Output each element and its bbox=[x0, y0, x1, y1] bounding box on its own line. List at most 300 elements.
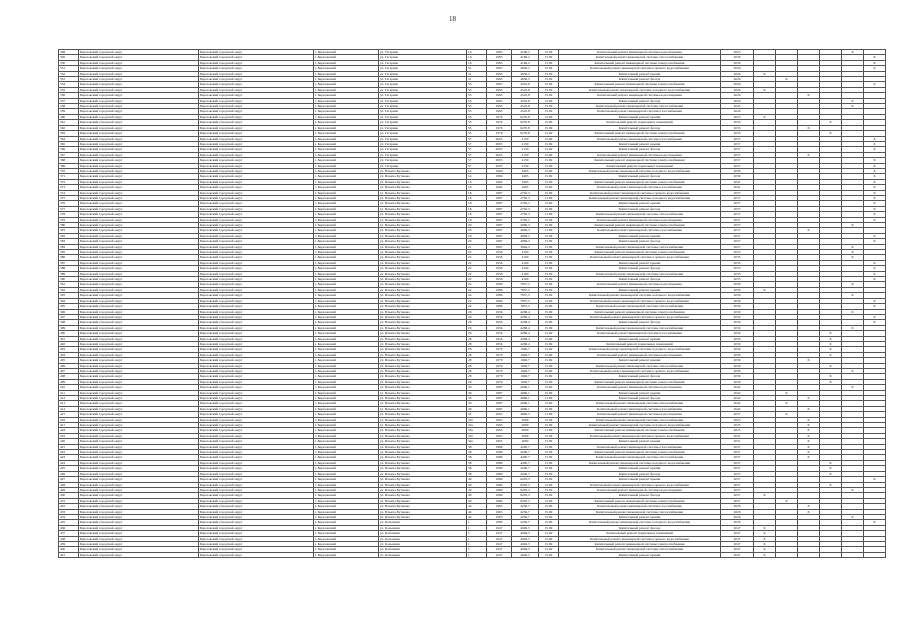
cell-street: ул. Ильича-Бутакова bbox=[379, 168, 467, 173]
cell-year-plan: 2025 bbox=[721, 423, 754, 428]
cell-settlement: г. Березовский bbox=[314, 152, 379, 157]
cell-year: 1986 bbox=[487, 298, 512, 303]
cell-num: 423 bbox=[59, 455, 79, 460]
cell-year: 1976 bbox=[487, 125, 512, 130]
cell-area: 4100 bbox=[512, 271, 539, 276]
cell-house: 40 bbox=[467, 487, 487, 492]
cell-work: Капитальный ремонт крыши bbox=[559, 552, 721, 557]
cell-house: 53 bbox=[467, 104, 487, 109]
cell-date: 15.09 bbox=[539, 152, 559, 157]
cell-work: Капитальный ремонт крыши bbox=[559, 201, 721, 206]
cell-house: 55 bbox=[467, 125, 487, 130]
cell-num: 389 bbox=[59, 271, 79, 276]
cell-municipality: Березовский городской округ bbox=[79, 239, 199, 244]
cell-work: Капитальный ремонт инженерной системы электроснабжения bbox=[559, 428, 721, 433]
cell-house: 26 bbox=[467, 331, 487, 336]
cell-mark-1: X bbox=[754, 87, 776, 92]
cell-municipality: Березовский городской округ bbox=[79, 168, 199, 173]
cell-area: 6203,3 bbox=[512, 482, 539, 487]
cell-municipality: Березовский городской округ bbox=[79, 504, 199, 509]
cell-area: 2762,3 bbox=[512, 195, 539, 200]
cell-year: 1989 bbox=[487, 466, 512, 471]
cell-settlement: г. Березовский bbox=[314, 131, 379, 136]
cell-house: 1 bbox=[467, 536, 487, 541]
cell-house: 1 bbox=[467, 547, 487, 552]
cell-settlement: г. Березовский bbox=[314, 406, 379, 411]
cell-date: 15.09 bbox=[539, 525, 559, 530]
cell-area: 4200,7 bbox=[512, 450, 539, 455]
cell-municipality: Березовский городской округ bbox=[79, 433, 199, 438]
cell-work: Капитальный ремонт инженерной системы теплоснабжения bbox=[559, 401, 721, 406]
cell-street: ул. Кольцевая bbox=[379, 536, 467, 541]
cell-house: 32a bbox=[467, 417, 487, 422]
cell-work: Капитальный ремонт инженерной системы теплоснабжения bbox=[559, 104, 721, 109]
cell-street: ул. Ильича-Бутакова bbox=[379, 352, 467, 357]
cell-street: ул. Ильича-Бутакова bbox=[379, 406, 467, 411]
cell-year-plan: 2030 bbox=[721, 336, 754, 341]
cell-work: Капитальный ремонт инженерной системы газоснабжения bbox=[559, 228, 721, 233]
cell-year: 1965 bbox=[487, 504, 512, 509]
cell-num: 368 bbox=[59, 158, 79, 163]
cell-work: Капитальный ремонт инженерной системы газоснабжения bbox=[559, 504, 721, 509]
cell-num: 384 bbox=[59, 244, 79, 249]
cell-year-plan: 2039 bbox=[721, 298, 754, 303]
cell-work: Капитальный ремонт инженерной системы водоотведения bbox=[559, 152, 721, 157]
cell-settlement: г. Березовский bbox=[314, 504, 379, 509]
cell-mark-6: X bbox=[864, 201, 886, 206]
cell-house: 16 bbox=[467, 185, 487, 190]
cell-municipality: Березовский городской округ bbox=[79, 309, 199, 314]
cell-date: 15.09 bbox=[539, 385, 559, 390]
cell-municipality: Березовский городской округ bbox=[79, 93, 199, 98]
cell-year-plan: 2047 bbox=[721, 531, 754, 536]
cell-year-plan: 2039 bbox=[721, 363, 754, 368]
cell-street: ул. Ильича-Бутакова bbox=[379, 358, 467, 363]
cell-date: 15.09 bbox=[539, 304, 559, 309]
cell-settlement: г. Березовский bbox=[314, 466, 379, 471]
cell-date: 15.09 bbox=[539, 493, 559, 498]
cell-house: 24 bbox=[467, 304, 487, 309]
cell-work: Капитальный ремонт фасада bbox=[559, 98, 721, 103]
cell-district: Березовский городской округ bbox=[199, 282, 314, 287]
cell-year-plan: 2039 bbox=[721, 174, 754, 179]
cell-mark-5: X bbox=[842, 255, 864, 260]
cell-settlement: г. Березовский bbox=[314, 423, 379, 428]
cell-year-plan: 2047 bbox=[721, 536, 754, 541]
cell-settlement: г. Березовский bbox=[314, 109, 379, 114]
cell-work: Капитальный ремонт инженерной системы горячего водоснабжения bbox=[559, 482, 721, 487]
cell-street: ул. Ильича-Бутакова bbox=[379, 336, 467, 341]
cell-year: 1987 bbox=[487, 195, 512, 200]
cell-area: 4636,5 bbox=[512, 77, 539, 82]
cell-district: Березовский городской округ bbox=[199, 477, 314, 482]
cell-area: 4100 bbox=[512, 255, 539, 260]
cell-year: 2003 bbox=[487, 412, 512, 417]
cell-mark-4: X bbox=[820, 336, 842, 341]
cell-mark-6: X bbox=[864, 477, 886, 482]
cell-year-plan: 2039 bbox=[721, 287, 754, 292]
cell-settlement: г. Березовский bbox=[314, 493, 379, 498]
cell-settlement: г. Березовский bbox=[314, 141, 379, 146]
cell-mark-6 bbox=[864, 552, 886, 557]
cell-mark-6: X bbox=[864, 277, 886, 282]
cell-street: ул. Ильича-Бутакова bbox=[379, 385, 467, 390]
cell-num: 432 bbox=[59, 504, 79, 509]
cell-num: 396 bbox=[59, 309, 79, 314]
cell-work: Капитальный ремонт крыши bbox=[559, 71, 721, 76]
cell-house: 38 bbox=[467, 466, 487, 471]
cell-num: 385 bbox=[59, 250, 79, 255]
cell-year: 2005 bbox=[487, 152, 512, 157]
cell-mark-4 bbox=[820, 552, 842, 557]
cell-work: Капитальный ремонт крыши bbox=[559, 477, 721, 482]
cell-year-plan: 2037 bbox=[721, 206, 754, 211]
cell-mark-3: X bbox=[798, 406, 820, 411]
cell-year: 1965 bbox=[487, 98, 512, 103]
cell-area: 2069 bbox=[512, 417, 539, 422]
cell-date: 15.09 bbox=[539, 358, 559, 363]
cell-area: 7857,5 bbox=[512, 298, 539, 303]
cell-district: Березовский городской округ bbox=[199, 239, 314, 244]
cell-house: 55 bbox=[467, 120, 487, 125]
cell-mark-5: X bbox=[842, 293, 864, 298]
cell-street: ул. Кольцевая bbox=[379, 520, 467, 525]
cell-mark-6: X bbox=[864, 60, 886, 65]
cell-work: Капитальный ремонт фасада bbox=[559, 277, 721, 282]
cell-street: ул. Ильича-Бутакова bbox=[379, 374, 467, 379]
cell-street: ул. Гагарина bbox=[379, 158, 467, 163]
cell-house: 30 bbox=[467, 396, 487, 401]
cell-year: 1989 bbox=[487, 498, 512, 503]
cell-municipality: Березовский городской округ bbox=[79, 320, 199, 325]
cell-year-plan: 2026 bbox=[721, 109, 754, 114]
cell-street: ул. Ильича-Бутакова bbox=[379, 314, 467, 319]
cell-year: 1947 bbox=[487, 531, 512, 536]
cell-mark-4: X bbox=[820, 471, 842, 476]
cell-municipality: Березовский городской округ bbox=[79, 131, 199, 136]
cell-num: 403 bbox=[59, 347, 79, 352]
cell-house: 16 bbox=[467, 179, 487, 184]
cell-mark-5: X bbox=[842, 50, 864, 55]
cell-house: 1 bbox=[467, 525, 487, 530]
cell-district: Березовский городской округ bbox=[199, 412, 314, 417]
cell-mark-5: X bbox=[842, 309, 864, 314]
cell-num: 380 bbox=[59, 223, 79, 228]
cell-municipality: Березовский городской округ bbox=[79, 223, 199, 228]
cell-street: ул. Ильича-Бутакова bbox=[379, 396, 467, 401]
cell-municipality: Березовский городской округ bbox=[79, 147, 199, 152]
cell-work: Капитальный ремонт фасада bbox=[559, 493, 721, 498]
cell-year: 1987 bbox=[487, 239, 512, 244]
cell-district: Березовский городской округ bbox=[199, 379, 314, 384]
cell-area: 6270,8 bbox=[512, 120, 539, 125]
cell-settlement: г. Березовский bbox=[314, 147, 379, 152]
cell-work: Капитальный ремонт инженерной системы водоотведения bbox=[559, 282, 721, 287]
cell-house: 32 bbox=[467, 412, 487, 417]
cell-district: Березовский городской округ bbox=[199, 406, 314, 411]
cell-municipality: Березовский городской округ bbox=[79, 266, 199, 271]
cell-area: 4066,1 bbox=[512, 406, 539, 411]
cell-street: ул. Ильича-Бутакова bbox=[379, 390, 467, 395]
cell-mark-1: X bbox=[754, 552, 776, 557]
cell-street: ул. Ильича-Бутакова bbox=[379, 244, 467, 249]
cell-area: 2069 bbox=[512, 439, 539, 444]
cell-date: 15.09 bbox=[539, 412, 559, 417]
cell-num: 352 bbox=[59, 71, 79, 76]
cell-street: ул. Ильича-Бутакова bbox=[379, 206, 467, 211]
cell-municipality: Березовский городской округ bbox=[79, 347, 199, 352]
cell-date: 15.09 bbox=[539, 239, 559, 244]
cell-year-plan: 2026 bbox=[721, 93, 754, 98]
cell-work: Капитальный ремонт крыши bbox=[559, 390, 721, 395]
cell-street: ул. Кольцевая bbox=[379, 531, 467, 536]
cell-district: Березовский городской округ bbox=[199, 87, 314, 92]
cell-district: Березовский городской округ bbox=[199, 271, 314, 276]
cell-settlement: г. Березовский bbox=[314, 552, 379, 557]
cell-municipality: Березовский городской округ bbox=[79, 482, 199, 487]
cell-mark-4: X bbox=[820, 131, 842, 136]
cell-mark-3: X bbox=[798, 358, 820, 363]
cell-work: Капитальный ремонт инженерной системы водоотведения bbox=[559, 50, 721, 55]
cell-area: 6203,3 bbox=[512, 498, 539, 503]
cell-year: 1976 bbox=[487, 120, 512, 125]
cell-area: 7857,5 bbox=[512, 287, 539, 292]
cell-date: 15.09 bbox=[539, 217, 559, 222]
cell-work: Капитальный ремонт инженерной системы теплоснабжения bbox=[559, 455, 721, 460]
cell-date: 15.09 bbox=[539, 250, 559, 255]
cell-district: Березовский городской округ bbox=[199, 287, 314, 292]
cell-house: 32a bbox=[467, 423, 487, 428]
cell-district: Березовский городской округ bbox=[199, 525, 314, 530]
cell-mark-6: X bbox=[864, 174, 886, 179]
registry-table bbox=[58, 49, 886, 558]
cell-mark-6: X bbox=[864, 163, 886, 168]
cell-district: Березовский городской округ bbox=[199, 244, 314, 249]
cell-work: Капитальный ремонт инженерной системы холодного водоснабжения bbox=[559, 168, 721, 173]
cell-mark-3: X bbox=[798, 417, 820, 422]
cell-area: 4066,1 bbox=[512, 401, 539, 406]
cell-district: Березовский городской округ bbox=[199, 509, 314, 514]
cell-work: Капитальный ремонт подвальных помещений bbox=[559, 163, 721, 168]
cell-mark-4: X bbox=[820, 331, 842, 336]
cell-work: Капитальный ремонт инженерной системы холодного водоснабжения bbox=[559, 87, 721, 92]
cell-house: 20 bbox=[467, 223, 487, 228]
cell-num: 434 bbox=[59, 514, 79, 519]
cell-settlement: г. Березовский bbox=[314, 60, 379, 65]
cell-settlement: г. Березовский bbox=[314, 50, 379, 55]
cell-date: 15.09 bbox=[539, 131, 559, 136]
cell-date: 15.09 bbox=[539, 336, 559, 341]
cell-settlement: г. Березовский bbox=[314, 401, 379, 406]
cell-settlement: г. Березовский bbox=[314, 309, 379, 314]
cell-year-plan: 2041 bbox=[721, 185, 754, 190]
cell-municipality: Березовский городской округ bbox=[79, 536, 199, 541]
cell-district: Березовский городской округ bbox=[199, 498, 314, 503]
cell-municipality: Березовский городской округ bbox=[79, 363, 199, 368]
cell-num: 351 bbox=[59, 66, 79, 71]
cell-municipality: Березовский городской округ bbox=[79, 406, 199, 411]
cell-settlement: г. Березовский bbox=[314, 368, 379, 373]
cell-year: 1956 bbox=[487, 266, 512, 271]
cell-area: 2465 bbox=[512, 174, 539, 179]
cell-municipality: Березовский городской округ bbox=[79, 260, 199, 265]
cell-area: 7857,5 bbox=[512, 282, 539, 287]
cell-date: 15.09 bbox=[539, 271, 559, 276]
cell-street: ул. Ильича-Бутакова bbox=[379, 514, 467, 519]
cell-num: 401 bbox=[59, 336, 79, 341]
cell-mark-6: X bbox=[864, 320, 886, 325]
cell-area: 4046,5 bbox=[512, 525, 539, 530]
cell-year-plan: 2035 bbox=[721, 255, 754, 260]
cell-work: Капитальный ремонт инженерной системы электроснабжения bbox=[559, 250, 721, 255]
cell-mark-3: X bbox=[798, 504, 820, 509]
cell-municipality: Березовский городской округ bbox=[79, 98, 199, 103]
cell-street: ул. Ильича-Бутакова bbox=[379, 504, 467, 509]
cell-settlement: г. Березовский bbox=[314, 450, 379, 455]
cell-num: 402 bbox=[59, 341, 79, 346]
cell-municipality: Березовский городской округ bbox=[79, 493, 199, 498]
cell-year-plan: 2030 bbox=[721, 320, 754, 325]
cell-district: Березовский городской округ bbox=[199, 136, 314, 141]
cell-municipality: Березовский городской округ bbox=[79, 250, 199, 255]
cell-year: 1979 bbox=[487, 358, 512, 363]
cell-house: 1 bbox=[467, 541, 487, 546]
cell-year: 1987 bbox=[487, 206, 512, 211]
cell-year-plan: 2037 bbox=[721, 141, 754, 146]
cell-street: ул. Ильича-Бутакова bbox=[379, 298, 467, 303]
cell-mark-5: X bbox=[842, 282, 864, 287]
cell-year-plan: 2026 bbox=[721, 71, 754, 76]
cell-municipality: Березовский городской округ bbox=[79, 298, 199, 303]
cell-year-plan: 2037 bbox=[721, 190, 754, 195]
cell-area: 2150 bbox=[512, 141, 539, 146]
cell-year-plan: 2026 bbox=[721, 77, 754, 82]
cell-year-plan: 2039 bbox=[721, 60, 754, 65]
cell-settlement: г. Березовский bbox=[314, 66, 379, 71]
cell-year: 1979 bbox=[487, 363, 512, 368]
cell-street: ул. Ильича-Бутакова bbox=[379, 331, 467, 336]
cell-street: ул. Ильича-Бутакова bbox=[379, 341, 467, 346]
cell-date: 15.09 bbox=[539, 82, 559, 87]
cell-work: Капитальный ремонт инженерной системы холодного водоснабжения bbox=[559, 520, 721, 525]
cell-settlement: г. Березовский bbox=[314, 93, 379, 98]
cell-house: 44 bbox=[467, 504, 487, 509]
cell-num: 425 bbox=[59, 466, 79, 471]
cell-num: 350 bbox=[59, 60, 79, 65]
cell-house: 32a bbox=[467, 428, 487, 433]
cell-street: ул. Ильича-Бутакова bbox=[379, 493, 467, 498]
cell-municipality: Березовский городской округ bbox=[79, 255, 199, 260]
cell-work: Капитальный ремонт фасада bbox=[559, 147, 721, 152]
cell-district: Березовский городской округ bbox=[199, 77, 314, 82]
cell-mark-6: X bbox=[864, 66, 886, 71]
cell-mark-1: X bbox=[754, 525, 776, 530]
cell-year-plan: 2039 bbox=[721, 347, 754, 352]
cell-house: 28 bbox=[467, 374, 487, 379]
cell-num: 393 bbox=[59, 293, 79, 298]
cell-year: 1979 bbox=[487, 379, 512, 384]
cell-area: 4510,8 bbox=[512, 87, 539, 92]
cell-date: 15.09 bbox=[539, 233, 559, 238]
cell-municipality: Березовский городской округ bbox=[79, 174, 199, 179]
cell-house: 57 bbox=[467, 136, 487, 141]
cell-date: 15.09 bbox=[539, 71, 559, 76]
cell-year: 1989 bbox=[487, 455, 512, 460]
cell-settlement: г. Березовский bbox=[314, 287, 379, 292]
cell-municipality: Березовский городской округ bbox=[79, 271, 199, 276]
cell-year-plan: 2039 bbox=[721, 55, 754, 60]
cell-date: 15.09 bbox=[539, 471, 559, 476]
cell-year-plan: 2037 bbox=[721, 444, 754, 449]
cell-area: 2465 bbox=[512, 168, 539, 173]
cell-street: ул. Кольцевая bbox=[379, 547, 467, 552]
cell-date: 15.09 bbox=[539, 255, 559, 260]
cell-area: 2150 bbox=[512, 158, 539, 163]
cell-municipality: Березовский городской округ bbox=[79, 104, 199, 109]
cell-municipality: Березовский городской округ bbox=[79, 368, 199, 373]
cell-year-plan: 2042 bbox=[721, 401, 754, 406]
cell-date: 15.09 bbox=[539, 341, 559, 346]
cell-year: 1956 bbox=[487, 314, 512, 319]
cell-year: 1987 bbox=[487, 396, 512, 401]
cell-municipality: Березовский городской округ bbox=[79, 195, 199, 200]
cell-district: Березовский городской округ bbox=[199, 352, 314, 357]
cell-settlement: г. Березовский bbox=[314, 163, 379, 168]
cell-year-plan: 2037 bbox=[721, 195, 754, 200]
table-row bbox=[59, 552, 886, 557]
cell-street: ул. Гагарина bbox=[379, 114, 467, 119]
cell-street: ул. Ильича-Бутакова bbox=[379, 287, 467, 292]
cell-street: ул. Гагарина bbox=[379, 87, 467, 92]
cell-date: 15.09 bbox=[539, 309, 559, 314]
cell-num: 376 bbox=[59, 201, 79, 206]
cell-mark-3: X bbox=[798, 228, 820, 233]
cell-municipality: Березовский городской округ bbox=[79, 358, 199, 363]
cell-municipality: Березовский городской округ bbox=[79, 55, 199, 60]
cell-year: 1965 bbox=[487, 433, 512, 438]
cell-area: 2465 bbox=[512, 185, 539, 190]
cell-municipality: Березовский городской округ bbox=[79, 525, 199, 530]
cell-house: 28 bbox=[467, 336, 487, 341]
cell-district: Березовский городской округ bbox=[199, 293, 314, 298]
cell-street: ул. Гагарина bbox=[379, 66, 467, 71]
cell-district: Березовский городской округ bbox=[199, 50, 314, 55]
cell-house: 32a bbox=[467, 439, 487, 444]
cell-date: 15.09 bbox=[539, 190, 559, 195]
cell-date: 15.09 bbox=[539, 147, 559, 152]
cell-date: 15.09 bbox=[539, 331, 559, 336]
cell-house: 14 bbox=[467, 168, 487, 173]
cell-house: 38 bbox=[467, 471, 487, 476]
cell-settlement: г. Березовский bbox=[314, 282, 379, 287]
cell-district: Березовский городской округ bbox=[199, 401, 314, 406]
cell-year: 1965 bbox=[487, 71, 512, 76]
cell-num: 377 bbox=[59, 206, 79, 211]
cell-house: 28 bbox=[467, 352, 487, 357]
cell-district: Березовский городской округ bbox=[199, 298, 314, 303]
cell-area: 4200,7 bbox=[512, 460, 539, 465]
cell-work: Капитальный ремонт крыши bbox=[559, 514, 721, 519]
cell-settlement: г. Березовский bbox=[314, 271, 379, 276]
cell-work: Капитальный ремонт крыши bbox=[559, 336, 721, 341]
cell-district: Березовский городской округ bbox=[199, 552, 314, 557]
cell-num: 413 bbox=[59, 401, 79, 406]
cell-year-plan: 2031 bbox=[721, 433, 754, 438]
cell-area: 2150 bbox=[512, 163, 539, 168]
cell-mark-5: X bbox=[842, 223, 864, 228]
cell-area: 2150 bbox=[512, 147, 539, 152]
cell-date: 15.09 bbox=[539, 466, 559, 471]
